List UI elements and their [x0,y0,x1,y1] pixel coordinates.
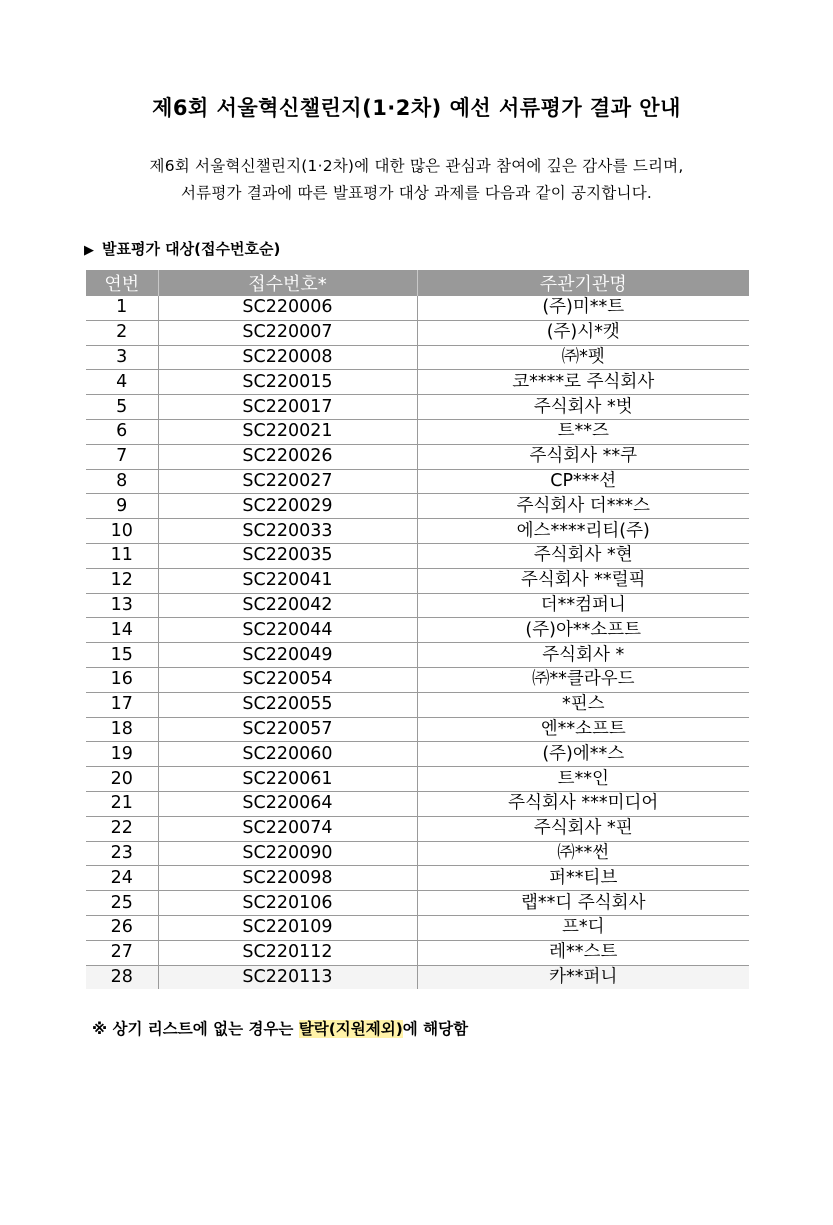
table-row [86,296,749,320]
row-number: 23 [86,841,158,866]
row-code: SC220061 [158,767,417,792]
table-row [86,345,749,370]
row-code: SC220007 [158,320,417,345]
row-number: 11 [86,543,158,568]
row-number: 4 [86,370,158,395]
row-code: SC220026 [158,444,417,469]
table-row [86,643,749,668]
row-number: 18 [86,717,158,742]
table-row [86,791,749,816]
row-number: 20 [86,767,158,792]
results-table [86,270,749,989]
section-title: 발표평가 대상(접수번호순) [102,240,281,258]
table-row [86,692,749,717]
row-org: 주식회사 * [417,643,749,668]
row-org: 더**컴퍼니 [417,593,749,618]
row-number: 16 [86,667,158,692]
table-row [86,767,749,792]
row-number: 3 [86,345,158,370]
row-code: SC220044 [158,618,417,643]
row-code: SC220029 [158,494,417,519]
row-org: *핀스 [417,692,749,717]
row-code: SC220064 [158,791,417,816]
row-org: ㈜**클라우드 [417,667,749,692]
table-row [86,543,749,568]
page-title: 제6회 서울혁신챌린지(1·2차) 예선 서류평가 결과 안내 [152,96,681,120]
row-number: 13 [86,593,158,618]
table-row [86,816,749,841]
row-number: 9 [86,494,158,519]
row-code: SC220015 [158,370,417,395]
table-row [86,940,749,965]
table-row [86,419,749,444]
row-org: 주식회사 ***미디어 [417,791,749,816]
row-number: 28 [86,965,158,989]
table-row [86,494,749,519]
row-code: SC220060 [158,742,417,767]
row-org: (주)시*캣 [417,320,749,345]
row-org: 엔**소프트 [417,717,749,742]
table-row [86,742,749,767]
table-row [86,618,749,643]
row-code: SC220006 [158,296,417,320]
table-row [86,370,749,395]
row-number: 17 [86,692,158,717]
row-number: 7 [86,444,158,469]
column-header-org: 주관기관명 [417,270,749,296]
row-code: SC220057 [158,717,417,742]
row-code: SC220033 [158,519,417,544]
row-code: SC220074 [158,816,417,841]
row-number: 2 [86,320,158,345]
row-number: 22 [86,816,158,841]
row-number: 26 [86,915,158,940]
row-code: SC220035 [158,543,417,568]
row-org: 트**인 [417,767,749,792]
column-header-number: 연번 [86,270,158,296]
row-org: 트**즈 [417,419,749,444]
row-code: SC220027 [158,469,417,494]
table-row [86,667,749,692]
table-header-row [86,270,749,296]
row-code: SC220106 [158,891,417,916]
footnote-highlight: 탈락(지원제외) [298,1020,403,1038]
row-code: SC220008 [158,345,417,370]
row-org: ㈜*펫 [417,345,749,370]
table-row [86,915,749,940]
row-org: 주식회사 *핀 [417,816,749,841]
row-number: 10 [86,519,158,544]
row-code: SC220042 [158,593,417,618]
intro-line-2: 서류평가 결과에 따른 발표평가 대상 과제를 다음과 같이 공지합니다. [181,184,652,202]
footnote-suffix: 에 해당함 [402,1020,469,1038]
table-row [86,444,749,469]
intro-line-1: 제6회 서울혁신챌린지(1·2차)에 대한 많은 관심과 참여에 깊은 감사를 드리며, [149,157,684,175]
table-body [86,296,749,989]
table-row [86,395,749,420]
table-row [86,568,749,593]
row-number: 14 [86,618,158,643]
row-org: 퍼**티브 [417,866,749,891]
row-org: (주)아**소프트 [417,618,749,643]
table-row [86,469,749,494]
triangle-right-icon: ▶ [84,243,94,258]
footnote-prefix: ※ 상기 리스트에 없는 경우는 [92,1020,299,1038]
row-number: 6 [86,419,158,444]
row-org: 주식회사 *벗 [417,395,749,420]
row-number: 19 [86,742,158,767]
table-row [86,593,749,618]
table-row [86,891,749,916]
row-number: 21 [86,791,158,816]
row-code: SC220017 [158,395,417,420]
row-org: 주식회사 더***스 [417,494,749,519]
row-code: SC220112 [158,940,417,965]
footnote [92,1017,468,1039]
row-org: ㈜**썬 [417,841,749,866]
row-code: SC220021 [158,419,417,444]
row-org: 주식회사 **쿠 [417,444,749,469]
row-org: CP***션 [417,469,749,494]
row-org: 랩**디 주식회사 [417,891,749,916]
row-org: (주)미**트 [417,296,749,320]
row-code: SC220055 [158,692,417,717]
row-number: 25 [86,891,158,916]
row-org: 주식회사 *현 [417,543,749,568]
row-number: 5 [86,395,158,420]
table-row [86,841,749,866]
row-org: 코****로 주식회사 [417,370,749,395]
row-org: 에스****리티(주) [417,519,749,544]
column-header-code: 접수번호* [158,270,417,296]
section-heading [84,238,280,259]
table-row [86,866,749,891]
row-org: (주)에**스 [417,742,749,767]
row-number: 24 [86,866,158,891]
table-row [86,320,749,345]
row-org: 카**퍼니 [417,965,749,989]
row-org: 레**스트 [417,940,749,965]
row-number: 8 [86,469,158,494]
table-row [86,519,749,544]
row-code: SC220098 [158,866,417,891]
row-org: 프*디 [417,915,749,940]
row-number: 1 [86,296,158,320]
row-number: 15 [86,643,158,668]
intro-text [0,153,833,207]
row-org: 주식회사 **럴픽 [417,568,749,593]
table-row [86,965,749,989]
row-code: SC220109 [158,915,417,940]
row-number: 12 [86,568,158,593]
table-row [86,717,749,742]
row-code: SC220041 [158,568,417,593]
row-code: SC220049 [158,643,417,668]
row-code: SC220090 [158,841,417,866]
row-number: 27 [86,940,158,965]
row-code: SC220113 [158,965,417,989]
row-code: SC220054 [158,667,417,692]
